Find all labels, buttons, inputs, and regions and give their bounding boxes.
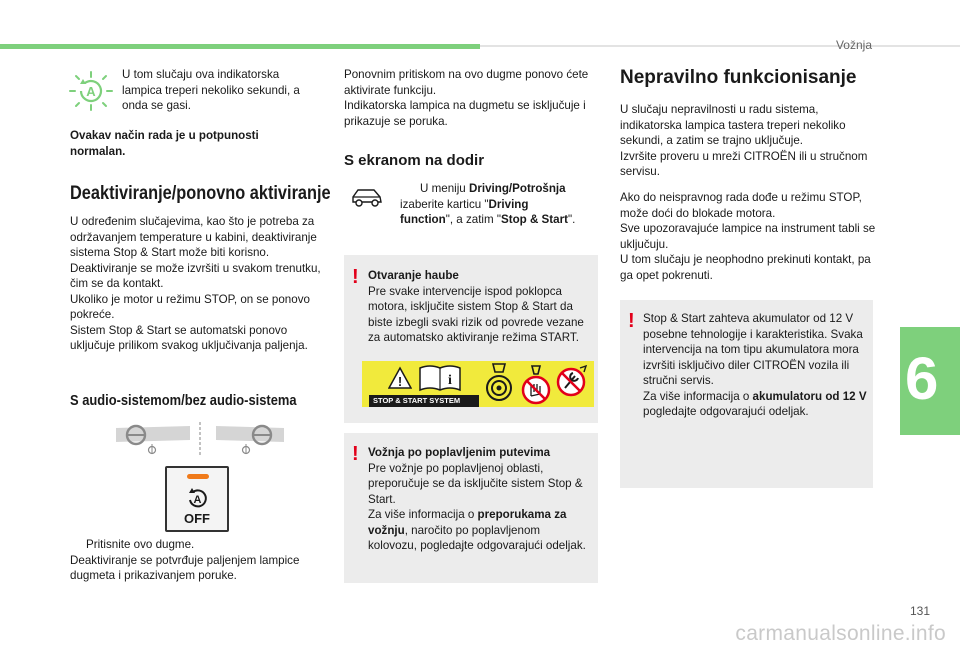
- warning-icon: !: [352, 266, 359, 288]
- warning-icon: !: [352, 443, 359, 465]
- press-button-instruction: [70, 537, 330, 584]
- svg-text:!: !: [397, 374, 403, 389]
- deactivation-body: [70, 214, 322, 354]
- svg-text:A: A: [193, 494, 202, 506]
- svg-text:A: A: [86, 84, 96, 99]
- bonnet-warning-body: Pre svake intervencije ispod poklopca motora, isključite sistem Stop & Start da biste izbegli svaki rizik od povrede vezane za automatsko aktiviranje režima START.: [368, 284, 584, 344]
- header-rule: [480, 45, 960, 47]
- flood-warning-ref-link: preporukama za vožnju: [368, 508, 567, 537]
- engine-fan-icon: [484, 362, 514, 406]
- malfunction-heading: Nepravilno funkcionisanje: [620, 67, 857, 88]
- off-label: OFF: [184, 511, 210, 526]
- reactivation-text: [344, 67, 598, 129]
- press-text: Pritisnite ovo dugme.: [86, 538, 195, 551]
- battery-warning-text: [643, 311, 869, 420]
- stop-start-system-label: STOP & START SYSTEM: [369, 395, 479, 407]
- warning-triangle-icon: [388, 366, 412, 390]
- indicator-blink-text: U tom slučaju ova indikatorska lampica treperi nekoliko sekundi, a onda se gasi.: [122, 68, 300, 112]
- malfunction-text-1: U slučaju nepravilnosti u radu sistema, indikatorska lampica tastera treperi nekoliko sekundi, a zatim se trajno uključuje.: [620, 103, 846, 147]
- warning-icon: !: [628, 310, 635, 332]
- malfunction-text-3: Ako do neispravnog rada dođe u režimu STOP, može doći do blokade motora.: [620, 191, 862, 220]
- car-outline-icon: [350, 186, 384, 210]
- chapter-tab: [900, 327, 960, 435]
- flood-warning-ref-post: , naročito po poplavljenom kolovozu, pogledajte odgovarajući odeljak.: [368, 523, 586, 552]
- touchscreen-instruction: [400, 181, 580, 228]
- deactivation-para-1: U određenim slučajevima, kao što je potreba za održavanjem temperature u kabini, deaktiviranje sistema Stop & Start može biti korisno.: [70, 215, 317, 259]
- touch-text-2: izaberite karticu ": [400, 197, 489, 211]
- touchscreen-heading: S ekranom na dodir: [344, 152, 485, 169]
- flood-warning-body: Pre vožnje po poplavljenoj oblasti, preporučuje se da isključite sistem Stop & Start.: [368, 461, 583, 506]
- button-led: [187, 474, 209, 479]
- item-stop-start: Stop & Start: [500, 213, 568, 226]
- flood-warning-text: [368, 445, 592, 554]
- touch-text-4: ".: [567, 213, 576, 226]
- bonnet-warning-title: Otvaranje haube: [368, 269, 459, 282]
- bonnet-warning-text: [368, 268, 590, 346]
- deactivation-para-2: Deaktiviranje se može izvršiti u svakom trenutku, čim se da kontakt.: [70, 261, 321, 290]
- audio-system-heading: S audio-sistemom/bez audio-sistema: [70, 392, 297, 409]
- watermark: carmanualsonline.info: [735, 622, 946, 645]
- deactivation-heading: Deaktiviranje/ponovno aktiviranje: [70, 183, 331, 204]
- menu-driving: Driving/Potrošnja: [468, 182, 566, 195]
- battery-warning-ref-link: akumulatoru od 12 V: [752, 389, 867, 403]
- touch-text-3: ", a zatim ": [445, 213, 501, 226]
- flood-warning-title: Vožnja po poplavljenim putevima: [368, 446, 551, 459]
- normal-operation-note: Ovakav način rada je u potpunosti normalan.: [70, 129, 259, 158]
- chapter-number: 6: [905, 345, 939, 412]
- malfunction-para-1: [620, 102, 876, 180]
- tab-driving-function: Driving function: [400, 197, 529, 226]
- flood-warning-ref-pre: Za više informacija o: [368, 508, 478, 521]
- reactivation-sentence: Ponovnim pritiskom na ovo dugme ponovo ćete aktivirate funkciju.: [344, 68, 589, 97]
- malfunction-text-4: Sve upozoravajuće lampice na instrument tabli se uključuju.: [620, 222, 876, 251]
- header-accent-bar: [0, 44, 480, 49]
- battery-warning-body: Stop & Start zahteva akumulator od 12 V posebne tehnologije i karakteristika. Svaka intervencija na tom tipu akumulatora mora izvršiti isključivo diler CITROËN vozila ili stručni servis.: [643, 312, 863, 387]
- page-number: 131: [909, 604, 930, 618]
- no-hand-icon: [520, 362, 552, 406]
- stop-start-indicator-icon: [68, 70, 114, 112]
- section-title: Vožnja: [835, 38, 872, 52]
- stop-start-off-button[interactable]: [165, 466, 229, 532]
- touch-text-1: U meniju: [420, 182, 469, 195]
- manual-book-icon: [418, 364, 462, 392]
- dashboard-illustration: [112, 420, 288, 460]
- svg-text:i: i: [448, 373, 452, 388]
- battery-warning-ref-pre: Za više informacija o: [643, 389, 753, 403]
- battery-warning-ref-post: pogledajte odgovarajući odeljak.: [643, 405, 809, 418]
- malfunction-para-2: [620, 190, 876, 283]
- deactivation-para-3: Ukoliko je motor u režimu STOP, on se ponovo pokreće.: [70, 292, 310, 321]
- malfunction-text-5: U tom slučaju je neophodno prekinuti kontakt, pa ga opet pokrenuti.: [620, 253, 871, 282]
- deactivation-confirm-text: Deaktiviranje se potvrđuje paljenjem lampice dugmeta i prikazivanjem poruke.: [70, 553, 300, 582]
- deactivation-para-4: Sistem Stop & Start se automatski ponovo uključuje prilikom svakog uključivanja paljenja.: [70, 323, 308, 352]
- malfunction-text-2: Izvršite proveru u mreži CITROËN ili u stručnom servisu.: [620, 149, 868, 178]
- auto-off-button-icon: [184, 486, 210, 510]
- button-lamp-off-sentence: Indikatorska lampica na dugmetu se isključuje i prikazuje se poruka.: [344, 99, 586, 128]
- no-wrench-icon: [556, 364, 588, 398]
